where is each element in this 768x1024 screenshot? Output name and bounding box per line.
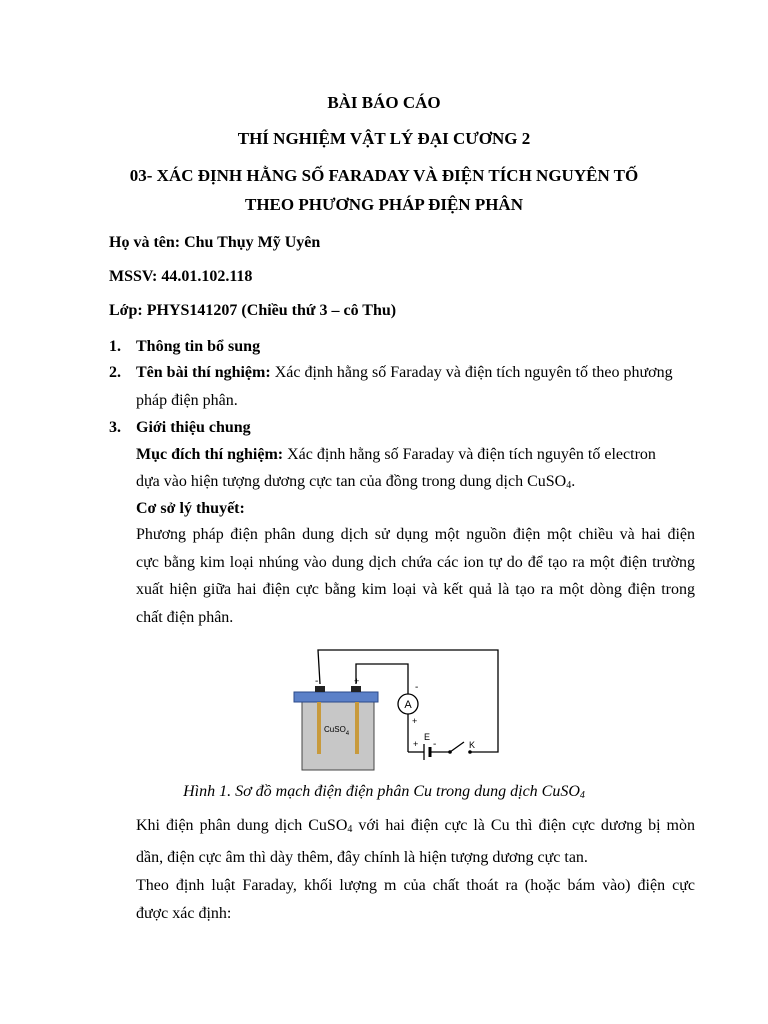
experiment-subtitle: THEO PHƯƠNG PHÁP ĐIỆN PHÂN [245, 195, 523, 214]
student-id: MSSV: 44.01.102.118 [109, 268, 253, 285]
section-1-title: Thông tin bổ sung [136, 338, 261, 355]
faraday-line-2: được xác định: [136, 904, 232, 922]
beaker-lid [294, 692, 378, 702]
switch-lever [450, 742, 464, 752]
ammeter-plus-sign: + [412, 716, 418, 726]
electrolysis-paragraph [136, 812, 695, 871]
faraday-paragraph [136, 872, 695, 927]
purpose-text-a: Xác định hằng số Faraday và điện tích nguyên tố electron [287, 446, 656, 463]
cathode-sign: - [315, 676, 319, 687]
electrolysis-line-1 [136, 812, 695, 844]
theory-line-1: Phương pháp điện phân dung dịch sử dụng một nguồn điện một chiều và hai điện [136, 526, 695, 543]
purpose-end: . [571, 473, 576, 490]
ammeter-wire [356, 664, 408, 694]
purpose-line-1 [136, 446, 656, 464]
figure-caption [0, 783, 768, 801]
section-1-heading [109, 338, 260, 356]
solution-label: CuSO$_4$ [324, 725, 350, 737]
section-3-title: Giới thiệu chung [136, 419, 251, 436]
section-2-text-b: pháp điện phân. [136, 392, 238, 409]
switch-contact [468, 750, 472, 754]
theory-line-2: cực bằng kim loại nhúng vào dung dịch chứa các ion tự do để tạo ra một điện trường [136, 553, 695, 571]
section-3-heading [109, 419, 251, 437]
section-3-number: 3. [109, 419, 121, 436]
electrolyte-solution [302, 702, 374, 770]
theory-label: Cơ sở lý thuyết: [136, 500, 245, 517]
ammeter-label: A [404, 699, 412, 711]
purpose-subscript: 4 [566, 480, 572, 491]
section-2-text-a: Xác định hằng số Faraday và điện tích nguyên tố theo phương [274, 364, 673, 381]
report-title: BÀI BÁO CÁO [327, 93, 441, 112]
anode-electrode [355, 702, 359, 754]
electrolysis-text-a: Khi điện phân dung dịch CuSO [136, 817, 348, 834]
electrolysis-subscript: 4 [347, 824, 353, 835]
theory-line-4: chất điện phân. [136, 608, 234, 626]
experiment-title: 03- XÁC ĐỊNH HẰNG SỐ FARADAY VÀ ĐIỆN TÍCH NGUYÊN TỐ [129, 166, 639, 185]
cathode-electrode [317, 702, 321, 754]
figure-caption-subscript: 4 [579, 790, 585, 801]
faraday-line-1: Theo định luật Faraday, khối lượng m của chất thoát ra (hoặc bám vào) điện cực [136, 877, 695, 894]
course-title: THÍ NGHIỆM VẬT LÝ ĐẠI CƯƠNG 2 [237, 129, 531, 148]
section-2-number: 2. [109, 364, 121, 381]
source-plus-sign: + [413, 739, 419, 749]
theory-line-3: xuất hiện giữa hai điện cực bằng kim loại và kết quả là tạo ra một dòng điện trong [136, 581, 695, 598]
figure-caption-text: Hình 1. Sơ đồ mạch điện điện phân Cu trong dung dịch CuSO [183, 783, 580, 800]
circuit-diagram [290, 644, 510, 774]
purpose-label: Mục đích thí nghiệm: [136, 446, 284, 463]
student-name: Họ và tên: Chu Thụy Mỹ Uyên [109, 234, 321, 251]
source-minus-sign: - [433, 739, 437, 750]
anode-terminal [351, 686, 361, 692]
switch-label: K [469, 740, 476, 750]
source-label: E [424, 732, 431, 742]
section-1-number: 1. [109, 338, 121, 355]
purpose-line-2 [136, 473, 575, 491]
section-2-heading [109, 364, 673, 382]
ammeter-minus-sign: - [415, 682, 419, 693]
student-class: Lớp: PHYS141207 (Chiều thứ 3 – cô Thu) [109, 302, 397, 319]
electrolysis-text-b: với hai điện cực là Cu thì điện cực dương bị mòn [352, 817, 695, 834]
electrolysis-line-2: dần, điện cực âm thì dày thêm, đây chính là hiện tượng dương cực tan. [136, 848, 588, 866]
anode-sign: + [354, 676, 360, 686]
purpose-text-b: dựa vào hiện tượng dương cực tan của đồng trong dung dịch CuSO [136, 473, 567, 490]
section-2-label: Tên bài thí nghiệm: [136, 364, 271, 381]
theory-paragraph [136, 521, 695, 631]
